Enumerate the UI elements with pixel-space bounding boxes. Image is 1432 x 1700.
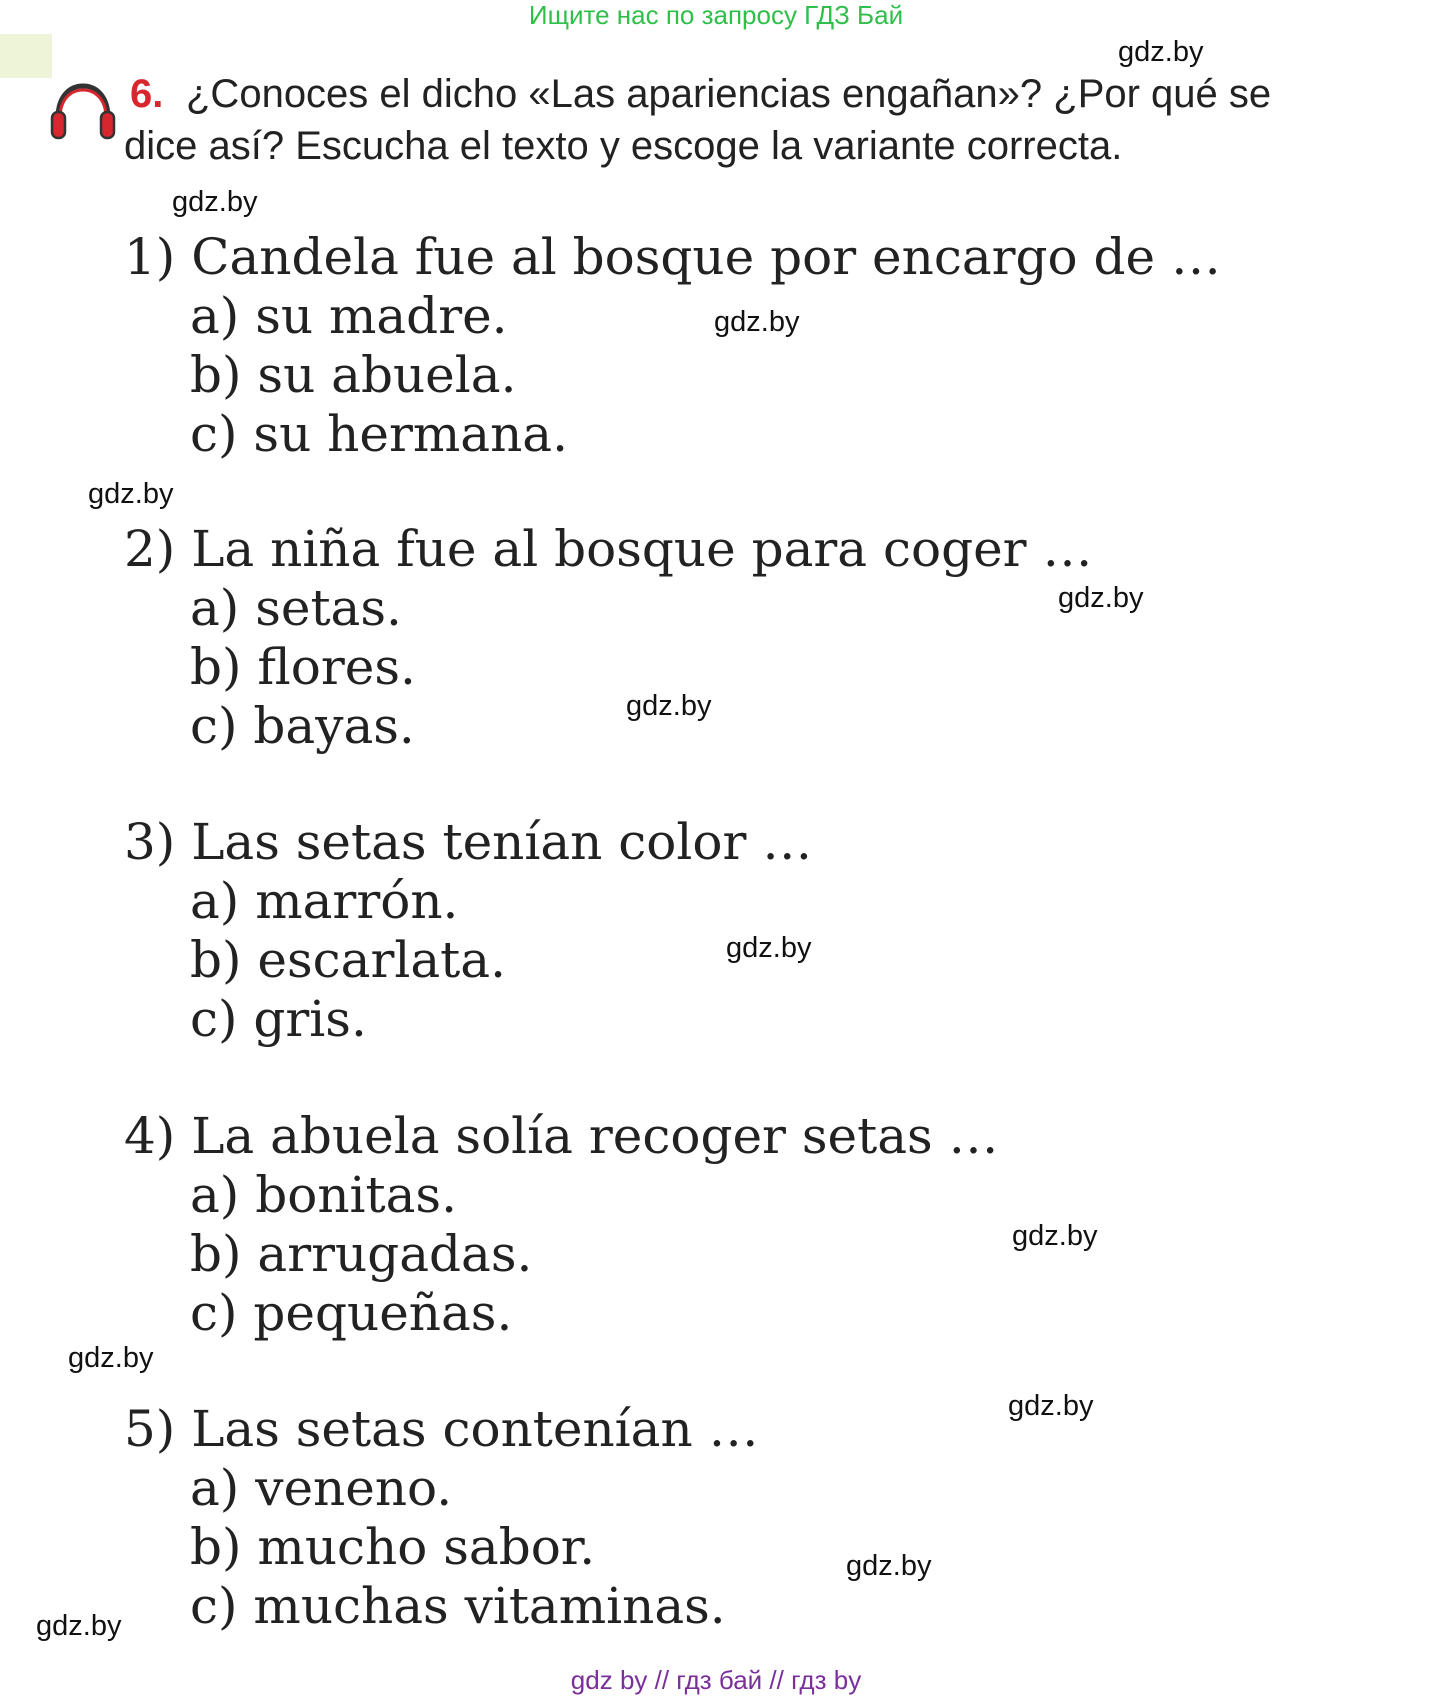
watermark: gdz.by	[714, 306, 800, 338]
corner-tab	[0, 34, 52, 78]
watermark: gdz.by	[68, 1342, 154, 1374]
watermark: gdz.by	[626, 690, 712, 722]
exercise-prompt-line-1: ¿Conoces el dicho «Las apariencias engañan»? ¿Por qué se	[186, 72, 1272, 116]
option-3a[interactable]: a) marrón.	[190, 872, 459, 930]
option-1a[interactable]: a) su madre.	[190, 287, 508, 345]
question-4: 4) La abuela solía recoger setas …	[124, 1107, 999, 1165]
watermark: gdz.by	[172, 186, 258, 218]
top-banner[interactable]: Ищите нас по запросу ГДЗ Бай	[528, 0, 904, 30]
watermark: gdz.by	[726, 932, 812, 964]
option-4b[interactable]: b) arrugadas.	[190, 1225, 533, 1283]
option-5c[interactable]: c) muchas vitaminas.	[190, 1577, 726, 1635]
option-2b[interactable]: b) flores.	[190, 638, 416, 696]
exercise-number: 6.	[130, 72, 164, 116]
option-2c[interactable]: c) bayas.	[190, 697, 415, 755]
option-1c[interactable]: c) su hermana.	[190, 405, 568, 463]
option-5b[interactable]: b) mucho sabor.	[190, 1518, 596, 1576]
exercise-prompt-line-2: dice así? Escucha el texto y escoge la variante correcta.	[124, 124, 1123, 168]
watermark: gdz.by	[1058, 582, 1144, 614]
option-3c[interactable]: c) gris.	[190, 990, 367, 1048]
watermark: gdz.by	[36, 1610, 122, 1642]
watermark: gdz.by	[88, 478, 174, 510]
question-5: 5) Las setas contenían …	[124, 1400, 759, 1458]
question-2: 2) La niña fue al bosque para coger …	[124, 520, 1093, 578]
watermark: gdz.by	[846, 1550, 932, 1582]
watermark: gdz.by	[1012, 1220, 1098, 1252]
option-2a[interactable]: a) setas.	[190, 579, 402, 637]
question-1: 1) Candela fue al bosque por encargo de …	[124, 228, 1222, 286]
option-4c[interactable]: c) pequeñas.	[190, 1284, 513, 1342]
option-3b[interactable]: b) escarlata.	[190, 931, 506, 989]
watermark: gdz.by	[1118, 36, 1204, 68]
headphones-icon[interactable]	[50, 82, 116, 142]
watermark: gdz.by	[1008, 1390, 1094, 1422]
footer-links[interactable]: gdz by // гдз бай // гдз by	[570, 1665, 862, 1695]
option-4a[interactable]: a) bonitas.	[190, 1166, 457, 1224]
option-5a[interactable]: a) veneno.	[190, 1459, 453, 1517]
question-3: 3) Las setas tenían color …	[124, 813, 813, 871]
option-1b[interactable]: b) su abuela.	[190, 346, 517, 404]
